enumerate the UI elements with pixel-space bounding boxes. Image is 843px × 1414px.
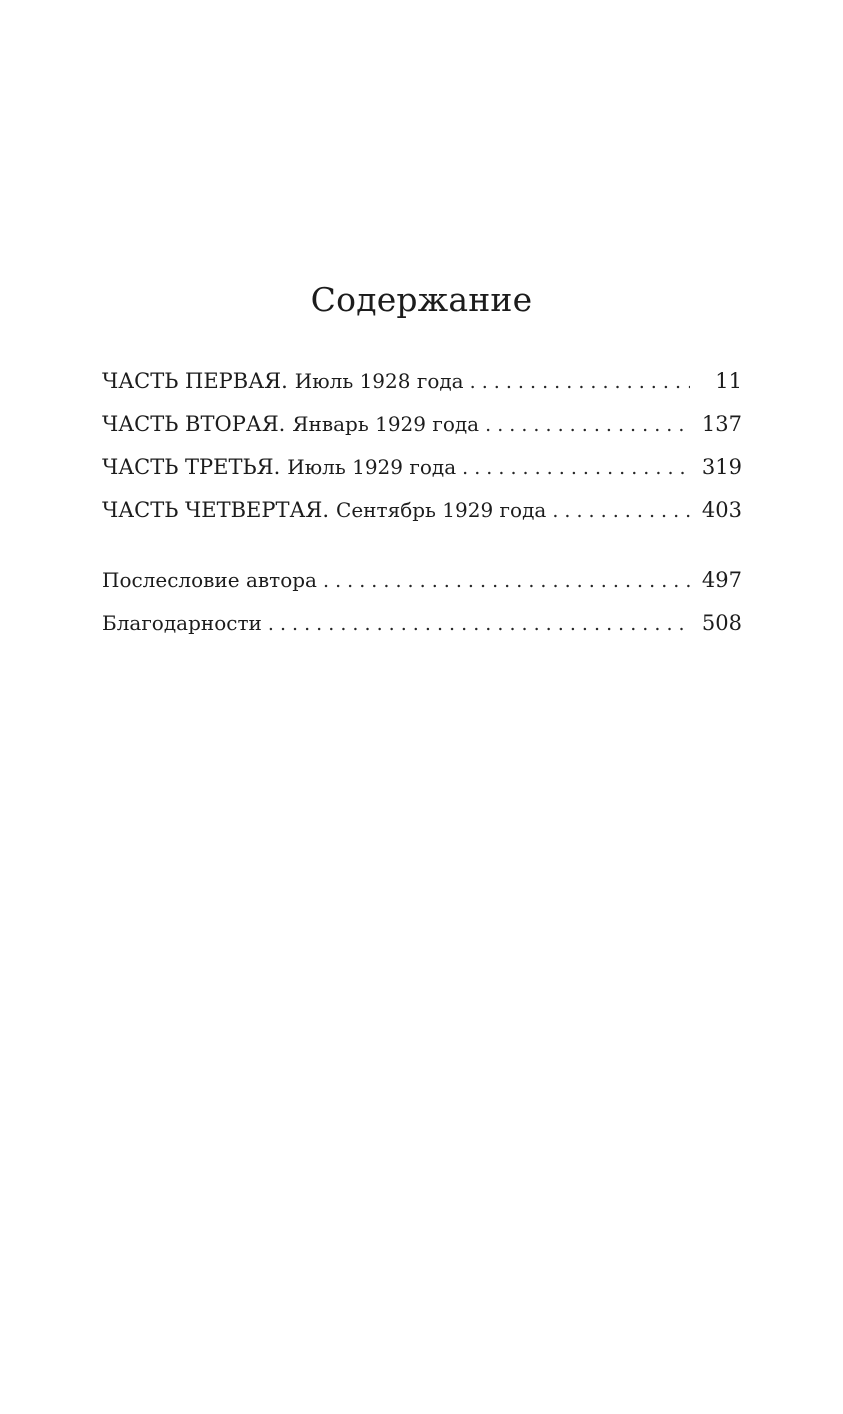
dot-leader bbox=[485, 404, 690, 447]
toc-entry-part-1 bbox=[102, 360, 742, 403]
part-label: ЧАСТЬ ПЕРВАЯ. bbox=[102, 369, 288, 393]
part-subtitle: Январь 1929 года bbox=[292, 412, 480, 436]
page-number: 508 bbox=[701, 611, 742, 635]
part-subtitle: Сентябрь 1929 года bbox=[336, 498, 547, 522]
dot-leader bbox=[462, 447, 690, 490]
table-of-contents bbox=[102, 360, 742, 645]
dot-leader bbox=[552, 490, 690, 533]
toc-entry-acknowledgements bbox=[102, 602, 742, 645]
page-number: 319 bbox=[701, 455, 742, 479]
part-label: ЧАСТЬ ВТОРАЯ. bbox=[102, 412, 286, 436]
part-label: ЧАСТЬ ЧЕТВЕРТАЯ. bbox=[102, 498, 330, 522]
part-subtitle: Июль 1929 года bbox=[287, 455, 457, 479]
toc-heading: Содержание bbox=[310, 280, 533, 319]
page-number: 403 bbox=[701, 498, 742, 522]
page-number: 497 bbox=[701, 568, 742, 592]
toc-entry-afterword bbox=[102, 559, 742, 602]
toc-entry-part-3 bbox=[102, 446, 742, 489]
page-number: 137 bbox=[701, 412, 742, 436]
dot-leader bbox=[323, 560, 690, 603]
dot-leader bbox=[268, 603, 690, 646]
toc-entry-part-2 bbox=[102, 403, 742, 446]
part-label: ЧАСТЬ ТРЕТЬЯ. bbox=[102, 455, 281, 479]
toc-entry-part-4 bbox=[102, 489, 742, 532]
entry-title: Благодарности bbox=[102, 611, 262, 635]
dot-leader bbox=[470, 361, 690, 404]
part-subtitle: Июль 1928 года bbox=[294, 369, 464, 393]
entry-title: Послесловие автора bbox=[102, 568, 317, 592]
page-number: 11 bbox=[715, 369, 742, 393]
